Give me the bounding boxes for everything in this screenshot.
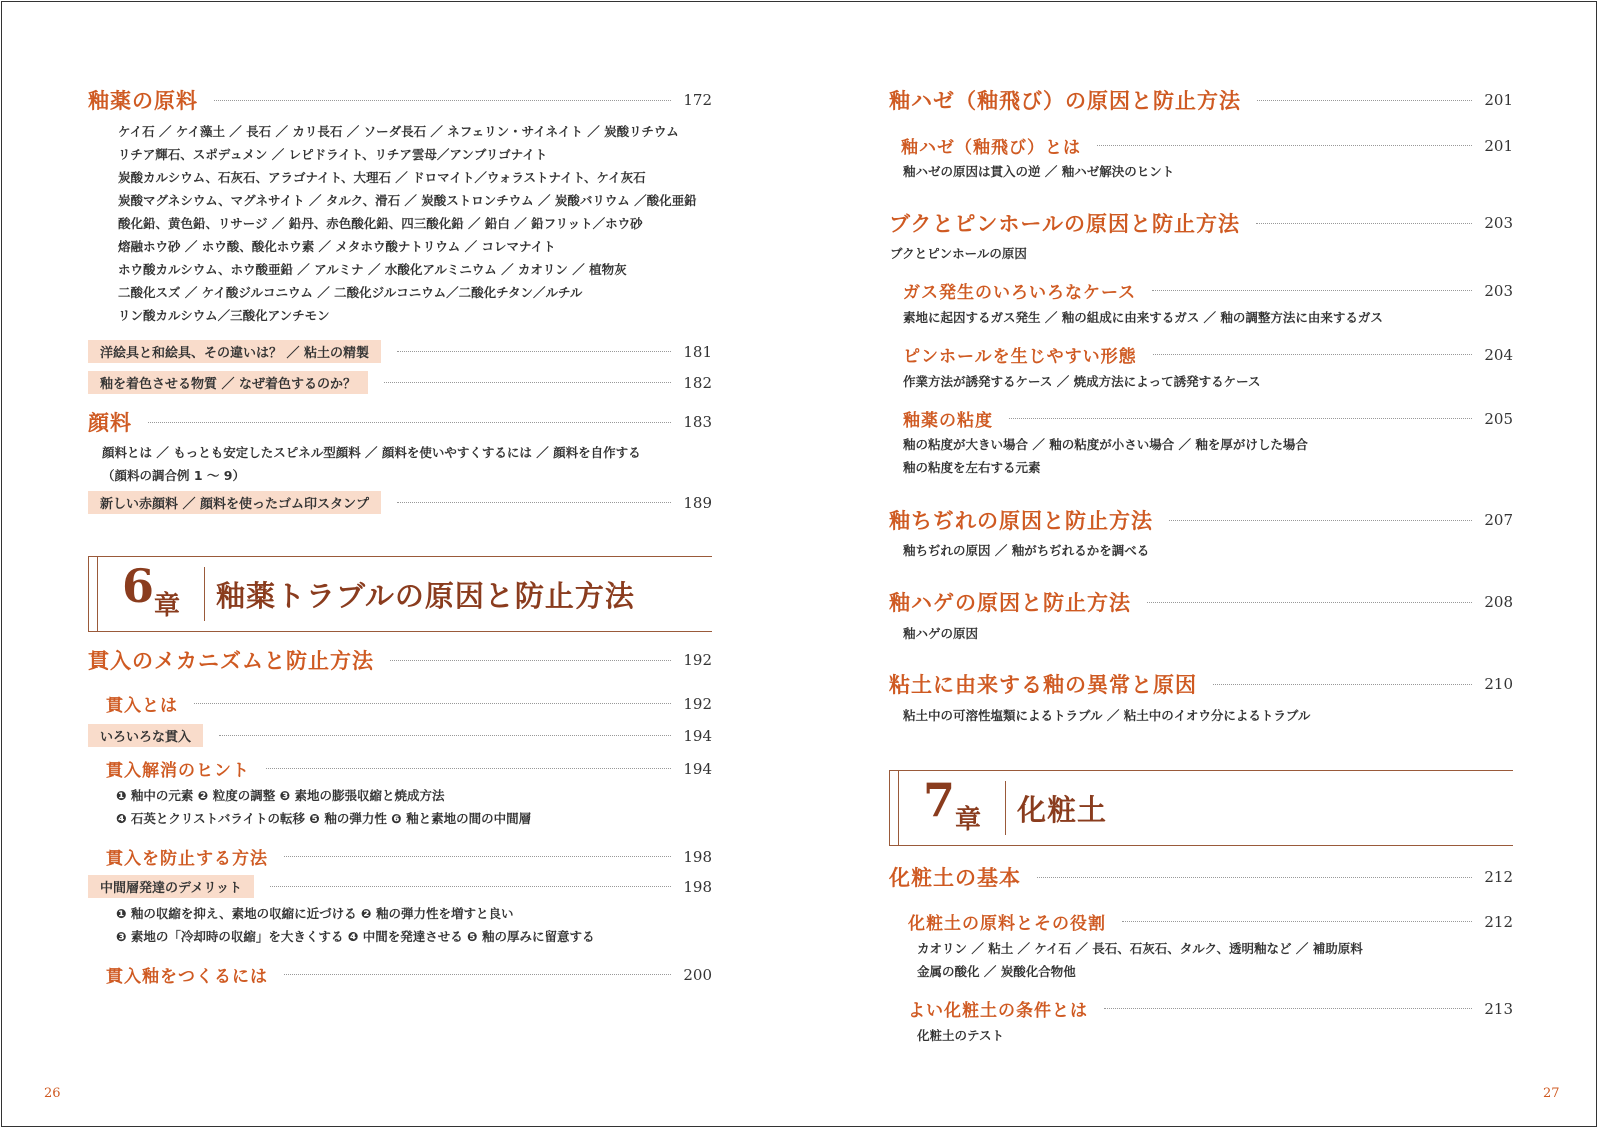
page-number: 207 <box>1484 511 1513 529</box>
toc-column-row[interactable] <box>88 371 712 394</box>
toc-subsection-title: ガス発生のいろいろなケース <box>903 283 1137 303</box>
toc-subsection-row[interactable] <box>903 278 1513 303</box>
chapter-number: 6 <box>122 559 155 613</box>
toc-description: 釉ハゲの原因 <box>903 626 979 641</box>
chapter-suffix: 章 <box>154 591 181 621</box>
toc-section-title: 貫入のメカニズムと防止方法 <box>88 648 374 673</box>
page-number: 212 <box>1484 868 1513 886</box>
toc-subsection-row[interactable] <box>903 342 1513 367</box>
dot-leader <box>1097 145 1472 146</box>
toc-section-title: 釉ハゲの原因と防止方法 <box>889 590 1131 615</box>
toc-subsection-title: 貫入とは <box>106 696 178 716</box>
dot-leader <box>1104 1008 1472 1009</box>
dot-leader <box>1213 684 1472 685</box>
toc-description: ケイ石 ／ ケイ藻土 ／ 長石 ／ カリ長石 ／ ソーダ長石 ／ ネフェリン・サイネイト ／ 炭酸リチウム リチア輝石、スポデュメン ／ レピドライト、リチア雲母／アンブリゴナイト 炭酸カルシウム、石灰石、アラゴナイト、大理石 ／ ドロマイト／ウォラストナイト、ケイ灰石 炭酸マグネシウム、マグネサイト ／ タルク、滑石 ／ 炭酸ストロンチウム ／ 炭酸バリウム ／酸化亜鉛 酸化鉛、黄色鉛、リサージ ／ 鉛丹、赤色酸化鉛、四三酸化鉛 ／ 鉛白 ／ 鉛フリット／ホウ砂 熔融ホウ砂 ／ ホウ酸、酸化ホウ素 ／ メタホウ酸ナトリウム ／ コレマナイト ホウ酸カルシウム、ホウ酸亜鉛 ／ アルミナ ／ 水酸化アルミニウム ／ カオリン ／ 植物灰 二酸化スズ ／ ケイ酸ジルコニウム ／ 二酸化ジルコニウム／二酸化チタン／ルチル リン酸カルシウム／三酸化アンチモン <box>118 124 697 323</box>
toc-subsection-title: 貫入解消のヒント <box>106 761 250 781</box>
toc-description: 釉ちぢれの原因 ／ 釉がちぢれるかを調べる <box>903 543 1150 558</box>
dot-leader <box>219 735 671 736</box>
column-label: 中間層発達のデメリット <box>88 875 254 898</box>
dot-leader <box>390 660 671 661</box>
toc-section-title: 化粧土の基本 <box>889 865 1021 890</box>
dot-leader <box>214 100 671 101</box>
toc-subsection-row[interactable] <box>901 133 1513 158</box>
chapter-divider <box>204 567 205 621</box>
page-number: 201 <box>1484 91 1513 109</box>
toc-subsection-row[interactable] <box>908 909 1513 934</box>
toc-subsection-title: よい化粧土の条件とは <box>908 1001 1088 1021</box>
column-label: 洋絵具と和絵具、その違いは？ ／ 粘土の精製 <box>88 340 381 363</box>
page-number: 212 <box>1484 912 1513 931</box>
chapter-bar <box>88 557 98 631</box>
toc-section-title: ブクとピンホールの原因と防止方法 <box>889 211 1240 236</box>
toc-description: 作業方法が誘発するケース ／ 焼成方法によって誘発するケース <box>903 374 1261 389</box>
page-number: 183 <box>683 413 712 431</box>
toc-column-row[interactable] <box>88 491 712 514</box>
page-number: 210 <box>1484 675 1513 693</box>
toc-subsection-row[interactable] <box>106 691 712 716</box>
chapter-title: 釉薬トラブルの原因と防止方法 <box>216 579 635 613</box>
dot-leader <box>1147 602 1472 603</box>
dot-leader <box>1153 354 1473 355</box>
toc-section-row[interactable] <box>889 862 1513 892</box>
chapter-divider <box>1005 781 1006 835</box>
toc-section-row[interactable] <box>88 85 712 115</box>
dot-leader <box>1037 877 1472 878</box>
toc-section-row[interactable] <box>889 505 1513 535</box>
dot-leader <box>1256 223 1472 224</box>
page-folio-right: 27 <box>1543 1086 1560 1101</box>
toc-subsection-row[interactable] <box>903 406 1513 431</box>
toc-section-row[interactable] <box>88 645 712 675</box>
dot-leader <box>284 856 671 857</box>
page-number: 194 <box>683 726 712 745</box>
dot-leader <box>1257 100 1472 101</box>
dot-leader <box>397 502 671 503</box>
toc-section-row[interactable] <box>889 587 1513 617</box>
toc-column-row[interactable] <box>88 340 712 363</box>
chapter-number: 7 <box>923 773 956 827</box>
toc-description: ❶ 釉の収縮を抑え、素地の収縮に近づける ❷ 釉の弾力性を増すと良い ❸ 素地の「冷却時の収縮」を大きくする ❹ 中間を発達させる ❺ 釉の厚みに留意する <box>116 906 595 944</box>
dot-leader <box>1009 418 1472 419</box>
chapter-title: 化粧土 <box>1017 793 1108 827</box>
page-number: 181 <box>683 342 712 361</box>
toc-description: ブクとピンホールの原因 <box>890 246 1027 261</box>
toc-section-row[interactable] <box>889 208 1513 238</box>
dot-leader <box>284 974 671 975</box>
toc-subsection-title: ピンホールを生じやすい形態 <box>903 347 1137 367</box>
page-number: 208 <box>1484 593 1513 611</box>
page-number: 203 <box>1484 214 1513 232</box>
toc-description: 釉ハゼの原因は貫入の逆 ／ 釉ハゼ解決のヒント <box>903 164 1175 179</box>
toc-description: 化粧土のテスト <box>917 1028 1005 1043</box>
toc-section-row[interactable] <box>889 85 1513 115</box>
dot-leader <box>1169 520 1472 521</box>
page-number: 194 <box>683 759 712 778</box>
toc-subsection-row[interactable] <box>106 756 712 781</box>
page-number: 189 <box>683 493 712 512</box>
column-label: 釉を着色させる物質 ／ なぜ着色するのか？ <box>88 371 368 394</box>
page-number: 200 <box>683 965 712 984</box>
toc-subsection-row[interactable] <box>106 962 712 987</box>
toc-section-row[interactable] <box>88 407 712 437</box>
dot-leader <box>1152 290 1472 291</box>
page-number: 192 <box>683 651 712 669</box>
toc-section-title: 釉ハゼ（釉飛び）の原因と防止方法 <box>889 88 1241 113</box>
toc-section-title: 釉ちぢれの原因と防止方法 <box>889 508 1153 533</box>
page-number: 182 <box>683 373 712 392</box>
toc-description: 粘土中の可溶性塩類によるトラブル ／ 粘土中のイオウ分によるトラブル <box>903 708 1311 723</box>
toc-column-row[interactable] <box>88 875 712 898</box>
toc-section-title: 釉薬の原料 <box>88 88 198 113</box>
toc-column-row[interactable] <box>88 724 712 747</box>
dot-leader <box>384 382 671 383</box>
toc-section-title: 粘土に由来する釉の異常と原因 <box>889 672 1197 697</box>
page-number: 203 <box>1484 281 1513 300</box>
chapter-suffix: 章 <box>955 805 982 835</box>
toc-description: ❶ 釉中の元素 ❷ 粒度の調整 ❸ 素地の膨張収縮と焼成方法 ❹ 石英とクリストバライトの転移 ❺ 釉の弾力性 ❻ 釉と素地の間の中間層 <box>116 788 532 826</box>
page-number: 205 <box>1484 409 1513 428</box>
toc-subsection-title: 貫入釉をつくるには <box>106 967 268 987</box>
toc-subsection-title: 釉薬の粘度 <box>903 411 993 431</box>
toc-description: カオリン ／ 粘土 ／ ケイ石 ／ 長石、石灰石、タルク、透明釉など ／ 補助原料 金属の酸化 ／ 炭酸化合物他 <box>917 941 1363 979</box>
toc-section-title: 顔料 <box>88 410 132 435</box>
dot-leader <box>266 768 671 769</box>
toc-subsection-title: 化粧土の原料とその役割 <box>908 914 1106 934</box>
page-number: 213 <box>1484 999 1513 1018</box>
dot-leader <box>270 886 671 887</box>
dot-leader <box>194 703 671 704</box>
chapter-bar <box>889 771 899 845</box>
page-number: 172 <box>683 91 712 109</box>
toc-subsection-title: 釉ハゼ（釉飛び）とは <box>901 138 1081 158</box>
toc-subsection-title: 貫入を防止する方法 <box>106 849 268 869</box>
toc-subsection-row[interactable] <box>106 844 712 869</box>
dot-leader <box>397 351 671 352</box>
chapter-heading[interactable] <box>88 556 712 632</box>
page-number: 198 <box>683 877 712 896</box>
column-label: いろいろな貫入 <box>88 724 203 747</box>
page-folio-left: 26 <box>44 1086 61 1101</box>
toc-description: 素地に起因するガス発生 ／ 釉の組成に由来するガス ／ 釉の調整方法に由来するガス <box>903 310 1383 325</box>
dot-leader <box>1122 921 1472 922</box>
toc-description: 釉の粘度が大きい場合 ／ 釉の粘度が小さい場合 ／ 釉を厚がけした場合 釉の粘度を左右する元素 <box>903 437 1308 475</box>
toc-description: 顔料とは ／ もっとも安定したスピネル型顔料 ／ 顔料を使いやすくするには ／ 顔料を自作する （顔料の調合例 1 ～ 9） <box>102 445 641 483</box>
page-number: 201 <box>1484 136 1513 155</box>
chapter-heading[interactable] <box>889 770 1513 846</box>
page-number: 198 <box>683 847 712 866</box>
column-label: 新しい赤顔料 ／ 顔料を使ったゴム印スタンプ <box>88 491 381 514</box>
page-number: 192 <box>683 694 712 713</box>
toc-section-row[interactable] <box>889 669 1513 699</box>
page-number: 204 <box>1484 345 1513 364</box>
toc-subsection-row[interactable] <box>908 996 1513 1021</box>
dot-leader <box>148 422 671 423</box>
